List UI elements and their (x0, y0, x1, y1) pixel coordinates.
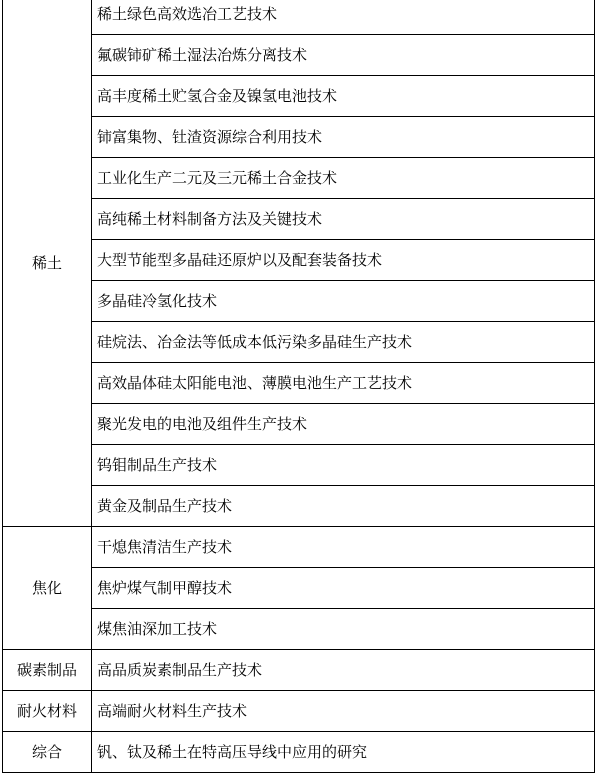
item-cell: 高品质炭素制品生产技术 (92, 650, 595, 691)
item-cell: 氟碳铈矿稀土湿法冶炼分离技术 (92, 35, 595, 76)
table-row (3, 199, 595, 240)
table-row (3, 117, 595, 158)
table-row (3, 363, 595, 404)
category-cell: 耐火材料 (3, 691, 92, 732)
table-row (3, 76, 595, 117)
item-cell: 铈富集物、钍渣资源综合利用技术 (92, 117, 595, 158)
item-cell: 高纯稀土材料制备方法及关键技术 (92, 199, 595, 240)
table-row (3, 322, 595, 363)
item-cell: 多晶硅冷氢化技术 (92, 281, 595, 322)
table-row (3, 158, 595, 199)
table-row (3, 732, 595, 773)
item-cell: 煤焦油深加工技术 (92, 609, 595, 650)
table-row (3, 568, 595, 609)
item-cell: 高丰度稀土贮氢合金及镍氢电池技术 (92, 76, 595, 117)
technology-table (2, 0, 595, 773)
category-cell: 碳素制品 (3, 650, 92, 691)
item-cell: 钒、钛及稀土在特高压导线中应用的研究 (92, 732, 595, 773)
item-cell: 高端耐火材料生产技术 (92, 691, 595, 732)
category-cell: 焦化 (3, 527, 92, 650)
table-row (3, 609, 595, 650)
table-row (3, 0, 595, 35)
category-cell: 综合 (3, 732, 92, 773)
item-cell: 黄金及制品生产技术 (92, 486, 595, 527)
table-row (3, 281, 595, 322)
category-cell: 稀土 (3, 0, 92, 527)
table-row (3, 527, 595, 568)
item-cell: 稀土绿色高效选冶工艺技术 (92, 0, 595, 35)
table-row (3, 240, 595, 281)
table-row (3, 486, 595, 527)
table-row (3, 35, 595, 76)
item-cell: 钨钼制品生产技术 (92, 445, 595, 486)
item-cell: 聚光发电的电池及组件生产技术 (92, 404, 595, 445)
item-cell: 硅烷法、冶金法等低成本低污染多晶硅生产技术 (92, 322, 595, 363)
item-cell: 大型节能型多晶硅还原炉以及配套装备技术 (92, 240, 595, 281)
table-row (3, 404, 595, 445)
item-cell: 高效晶体硅太阳能电池、薄膜电池生产工艺技术 (92, 363, 595, 404)
item-cell: 焦炉煤气制甲醇技术 (92, 568, 595, 609)
table-row (3, 650, 595, 691)
table-row (3, 445, 595, 486)
item-cell: 工业化生产二元及三元稀土合金技术 (92, 158, 595, 199)
table-row (3, 691, 595, 732)
item-cell: 干熄焦清洁生产技术 (92, 527, 595, 568)
